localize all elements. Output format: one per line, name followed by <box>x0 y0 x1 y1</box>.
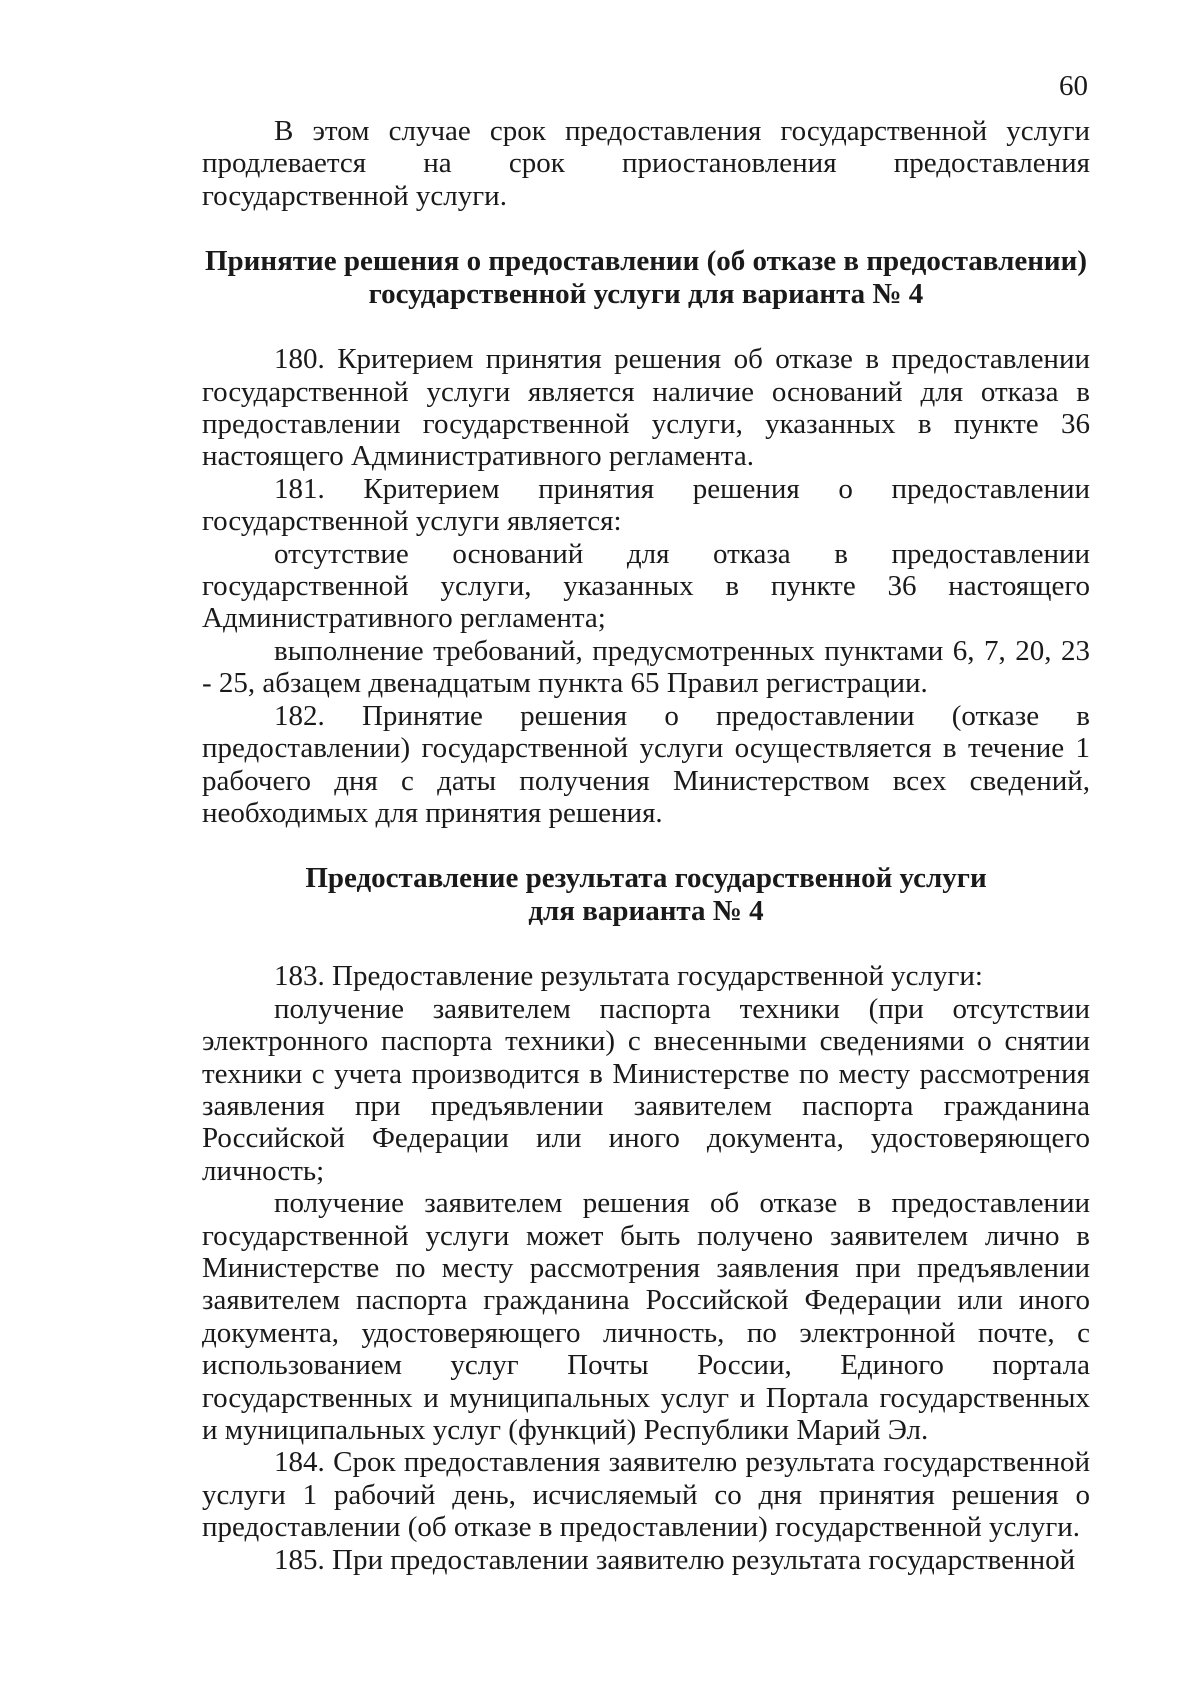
section-heading-result-line2: для варианта № 4 <box>528 895 764 928</box>
paragraph-180: 180. Критерием принятия решения об отказе в предоставлении государственной услуги является наличие оснований для отказа в предоставлении государственной услуги, указанных в пункте 36 настоящего Административного регламента. <box>202 343 1090 473</box>
paragraph-181-item-a: отсутствие оснований для отказа в предоставлении государственной услуги, указанных в пункте 36 настоящего Административного регламента; <box>202 537 1090 635</box>
intro-paragraph: В этом случае срок предоставления государственной услуги продлевается на срок приостановления предоставления государственной услуги. <box>202 115 1090 212</box>
page-number: 60 <box>1059 70 1088 102</box>
paragraph-181-item-b: выполнение требований, предусмотренных пунктами 6, 7, 20, 23 - 25, абзацем двенадцатым пункта 65 Правил регистрации. <box>202 634 1090 700</box>
paragraph-183-item-b: получение заявителем решения об отказе в предоставлении государственной услуги может быть получено заявителем лично в Министерстве по месту рассмотрения заявления при предъявлении заявителем паспорта гражданина Российской Федерации или иного документа, удостоверяющего личность, по электронной почте, с использованием услуг Почты России, Единого портала государственных и муниципальных услуг и Портала государственных и муниципальных услуг (функций) Республики Марий Эл. <box>202 1187 1090 1446</box>
page-content <box>202 115 1090 1576</box>
section-heading-result <box>202 862 1090 928</box>
paragraph-183: 183. Предоставление результата государственной услуги: <box>274 960 983 993</box>
section-heading-result-line1: Предоставление результата государственной услуги <box>305 862 987 895</box>
section-heading-decision <box>202 245 1090 311</box>
section-heading-decision-line2: государственной услуги для варианта № 4 <box>368 278 924 311</box>
paragraph-183-item-a: получение заявителем паспорта техники (при отсутствии электронного паспорта техники) с внесенными сведениями о снятии техники с учета производится в Министерстве по месту рассмотрения заявления при предъявлении заявителем паспорта гражданина Российской Федерации или иного документа, удостоверяющего личность; <box>202 992 1090 1187</box>
paragraph-181: 181. Критерием принятия решения о предоставлении государственной услуги является: <box>202 472 1090 538</box>
paragraph-184: 184. Срок предоставления заявителю результата государственной услуги 1 рабочий день, исчисляемый со дня принятия решения о предоставлении (об отказе в предоставлении) государственной услуги. <box>202 1446 1090 1544</box>
section-heading-decision-line1: Принятие решения о предоставлении (об отказе в предоставлении) <box>205 245 1087 278</box>
paragraph-182: 182. Принятие решения о предоставлении (отказе в предоставлении) государственной услуги осуществляется в течение 1 рабочего дня с даты получения Министерством всех сведений, необходимых для принятия решения. <box>202 699 1090 829</box>
paragraph-185: 185. При предоставлении заявителю результата государственной <box>274 1543 1076 1576</box>
